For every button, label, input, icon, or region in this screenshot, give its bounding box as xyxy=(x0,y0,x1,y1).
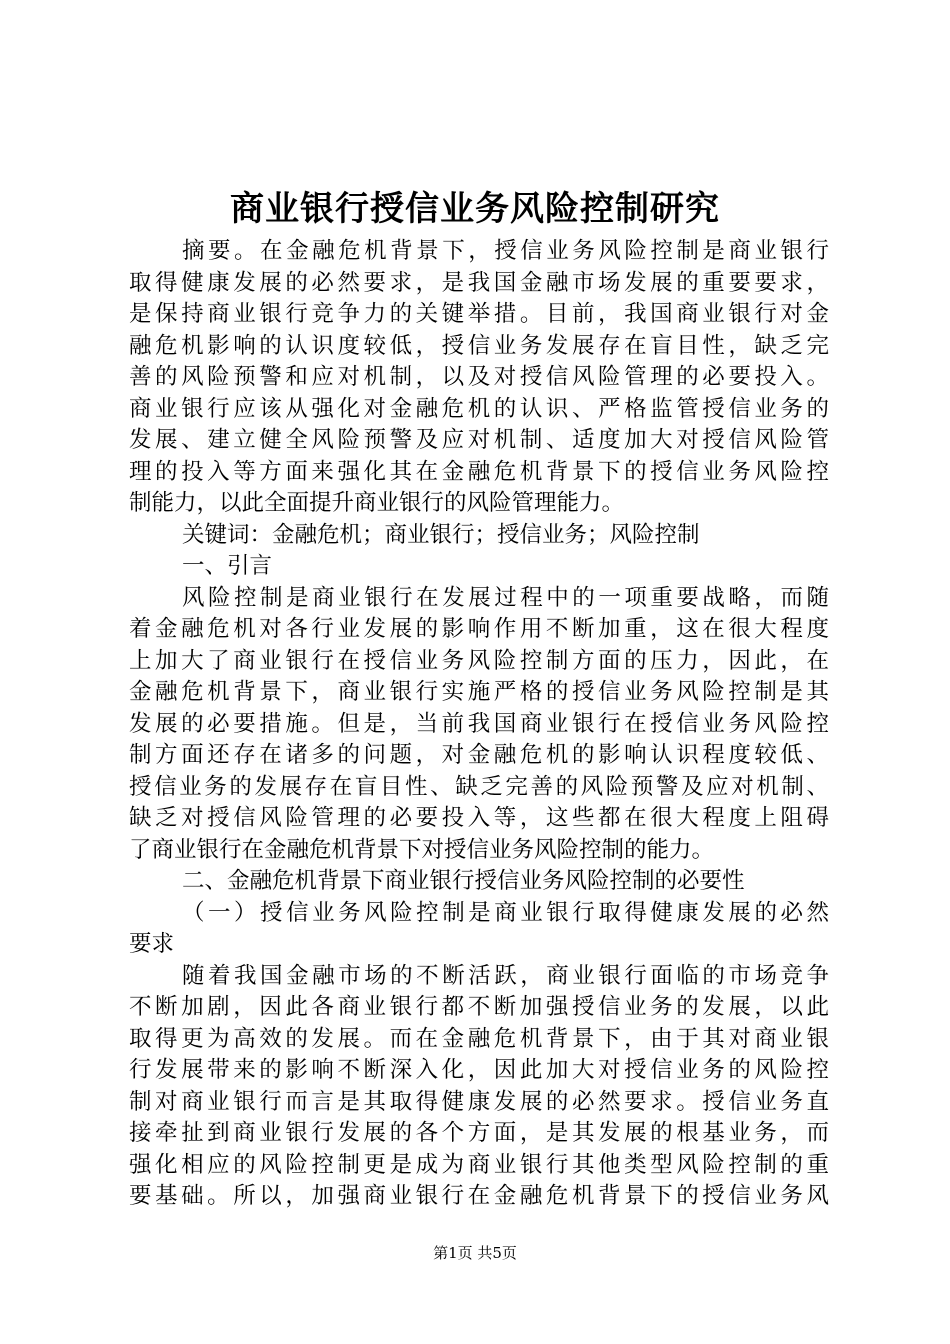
text-line: 随着我国金融市场的不断活跃，商业银行面临的市场竞争 xyxy=(182,962,829,989)
text-line: 缺乏对授信风险管理的必要投入等，这些都在很大程度上阻碍 xyxy=(129,805,829,831)
text-line: 制能力，以此全面提升商业银行的风险管理能力。 xyxy=(129,490,625,516)
text-line: 强化相应的风险控制更是成为商业银行其他类型风险控制的重 xyxy=(129,1151,829,1178)
text-line: 摘要。在金融危机背景下，授信业务风险控制是商业银行 xyxy=(182,238,829,264)
text-line: 融危机影响的认识度较低，授信业务发展存在盲目性，缺乏完 xyxy=(129,332,829,359)
text-line: 接牵扯到商业银行发展的各个方面，是其发展的根基业务，而 xyxy=(129,1120,829,1146)
page-footer: 第1页 共5页 xyxy=(433,1244,517,1262)
text-line: 风险控制是商业银行在发展过程中的一项重要战略，而随 xyxy=(182,584,829,611)
text-line: 上加大了商业银行在授信业务风险控制方面的压力，因此，在 xyxy=(129,647,829,674)
text-line: （一）授信业务风险控制是商业银行取得健康发展的必然 xyxy=(182,899,829,926)
text-line: 理的投入等方面来强化其在金融危机背景下的授信业务风险控 xyxy=(129,458,829,485)
text-line: 制方面还存在诸多的问题，对金融危机的影响认识程度较低、 xyxy=(129,742,829,768)
text-line: 制对商业银行而言是其取得健康发展的必然要求。授信业务直 xyxy=(129,1088,829,1115)
text-line: 发展、建立健全风险预警及应对机制、适度加大对授信风险管 xyxy=(129,427,829,453)
text-line: 行发展带来的影响不断深入化，因此加大对授信业务的风险控 xyxy=(129,1057,829,1083)
text-line: 不断加剧，因此各商业银行都不断加强授信业务的发展，以此 xyxy=(129,994,829,1020)
document-title: 商业银行授信业务风险控制研究 xyxy=(230,189,720,229)
text-line: 取得健康发展的必然要求，是我国金融市场发展的重要要求， xyxy=(129,269,829,296)
text-line: 着金融危机对各行业发展的影响作用不断加重，这在很大程度 xyxy=(129,616,829,642)
text-line: 二、金融危机背景下商业银行授信业务风险控制的必要性 xyxy=(182,868,745,894)
text-line: 商业银行应该从强化对金融危机的认识、严格监管授信业务的 xyxy=(129,395,829,422)
text-line: 是保持商业银行竞争力的关键举措。目前，我国商业银行对金 xyxy=(129,301,829,327)
text-line: 了商业银行在金融危机背景下对授信业务风险控制的能力。 xyxy=(129,836,715,863)
text-line: 发展的必要措施。但是，当前我国商业银行在授信业务风险控 xyxy=(129,710,829,737)
text-line: 一、引言 xyxy=(182,553,273,579)
text-line: 要求 xyxy=(129,931,175,957)
document-body xyxy=(129,236,829,1213)
text-line: 关键词：金融危机；商业银行；授信业务；风险控制 xyxy=(182,521,700,548)
text-line: 取得更为高效的发展。而在金融危机背景下，由于其对商业银 xyxy=(129,1025,829,1052)
text-line: 要基础。所以，加强商业银行在金融危机背景下的授信业务风 xyxy=(129,1183,829,1209)
text-line: 善的风险预警和应对机制，以及对授信风险管理的必要投入。 xyxy=(129,364,829,390)
text-line: 金融危机背景下，商业银行实施严格的授信业务风险控制是其 xyxy=(129,679,829,705)
text-line: 授信业务的发展存在盲目性、缺乏完善的风险预警及应对机制、 xyxy=(129,773,829,800)
